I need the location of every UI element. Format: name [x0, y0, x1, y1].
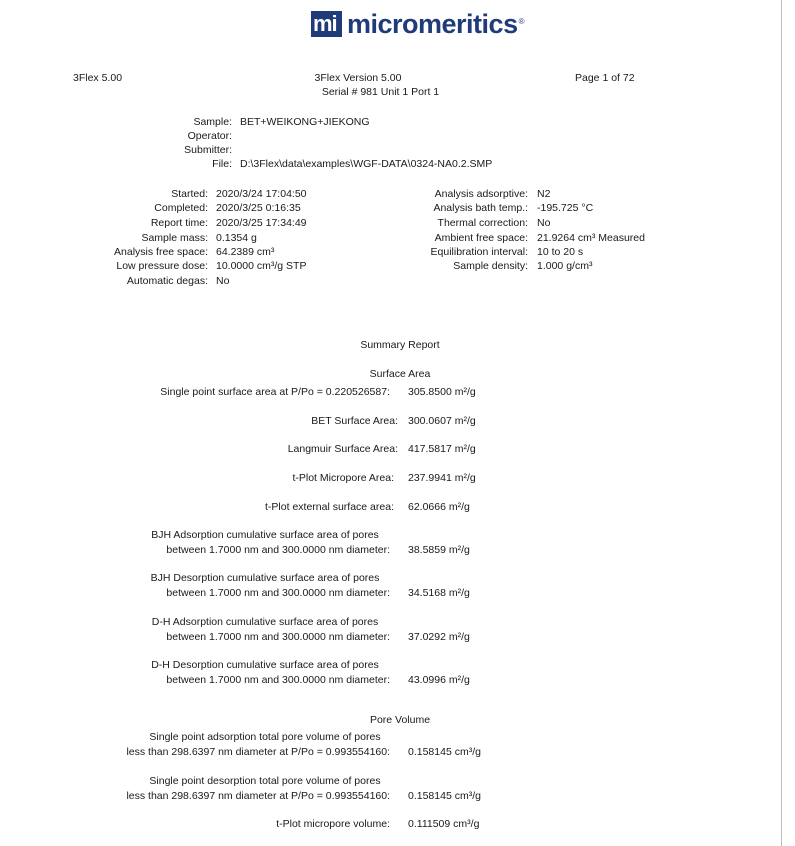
info-label: Sample mass: — [141, 232, 208, 244]
info-label: Analysis bath temp.: — [433, 202, 528, 214]
info-label: Low pressure dose: — [116, 260, 208, 272]
info-label: Sample density: — [453, 260, 528, 272]
logo-mark-icon: mi — [311, 11, 342, 37]
metric-label: less than 298.6397 nm diameter at P/Po = 0.993554160: — [126, 746, 390, 758]
metric-label: Single point surface area at P/Po = 0.220526587: — [160, 386, 390, 398]
metric-label-line1: D-H Desorption cumulative surface area of pores — [151, 659, 379, 671]
info-label: Started: — [171, 188, 208, 200]
info-value: 1.000 g/cm³ — [537, 260, 593, 272]
info-value: 21.9264 cm³ Measured — [537, 232, 645, 244]
info-value: 10.0000 cm³/g STP — [216, 260, 307, 272]
info-value: 10 to 20 s — [537, 246, 584, 258]
summary-title: Summary Report — [360, 339, 440, 351]
file-path: D:\3Flex\data\examples\WGF-DATA\0324-NA0.2.SMP — [240, 158, 493, 170]
metric-value: 237.9941 m²/g — [408, 472, 476, 484]
header-version: 3Flex Version 5.00 — [314, 72, 402, 84]
metric-value: 305.8500 m²/g — [408, 386, 476, 398]
info-label: Equilibration interval: — [430, 246, 528, 258]
metric-label: between 1.7000 nm and 300.0000 nm diameter: — [166, 674, 390, 686]
sample-label: Sample: — [193, 116, 232, 128]
metric-label: between 1.7000 nm and 300.0000 nm diameter: — [166, 544, 390, 556]
metric-value: 0.158145 cm³/g — [408, 746, 481, 758]
info-value: N2 — [537, 188, 551, 200]
operator-label: Operator: — [187, 130, 232, 142]
metric-label: t-Plot micropore volume: — [276, 818, 390, 830]
metric-value: 0.111509 cm³/g — [408, 818, 480, 830]
registered-mark: ® — [518, 17, 525, 26]
metric-value: 300.0607 m²/g — [408, 415, 476, 427]
metric-label: t-Plot Micropore Area: — [292, 472, 394, 484]
metric-value: 37.0292 m²/g — [408, 631, 470, 643]
header-serial: Serial # 981 Unit 1 Port 1 — [321, 86, 440, 98]
metric-label: BET Surface Area: — [311, 415, 398, 427]
metric-value: 34.5168 m²/g — [408, 587, 470, 599]
info-value: 2020/3/25 17:34:49 — [216, 217, 307, 229]
page-edge-divider — [781, 0, 782, 846]
info-label: Automatic degas: — [126, 275, 208, 287]
info-value: 2020/3/25 0:16:35 — [216, 202, 301, 214]
metric-label: between 1.7000 nm and 300.0000 nm diameter: — [166, 587, 390, 599]
sample-value: BET+WEIKONG+JIEKONG — [240, 116, 370, 128]
surface-area-title: Surface Area — [369, 368, 431, 380]
metric-value: 62.0666 m²/g — [408, 501, 470, 513]
info-value: -195.725 °C — [537, 202, 594, 214]
info-label: Analysis free space: — [114, 246, 208, 258]
info-value: No — [216, 275, 230, 287]
metric-value: 0.158145 cm³/g — [408, 790, 481, 802]
metric-label-line1: BJH Desorption cumulative surface area of pores — [150, 572, 380, 584]
header-page-number: Page 1 of 72 — [575, 72, 635, 84]
submitter-label: Submitter: — [184, 144, 232, 156]
info-value: 2020/3/24 17:04:50 — [216, 188, 307, 200]
metric-label: t-Plot external surface area: — [265, 501, 394, 513]
metric-label: less than 298.6397 nm diameter at P/Po = 0.993554160: — [126, 790, 390, 802]
logo-wordmark: micromeritics — [347, 8, 518, 39]
info-value: No — [537, 217, 551, 229]
metric-value: 38.5859 m²/g — [408, 544, 470, 556]
info-value: 64.2389 cm³ — [216, 246, 275, 258]
info-value: 0.1354 g — [216, 232, 257, 244]
metric-label: Langmuir Surface Area: — [287, 443, 398, 455]
metric-value: 417.5817 m²/g — [408, 443, 476, 455]
info-label: Report time: — [150, 217, 208, 229]
pore-volume-title: Pore Volume — [369, 714, 431, 726]
info-label: Completed: — [154, 202, 208, 214]
file-label: File: — [212, 158, 232, 170]
info-label: Ambient free space: — [434, 232, 528, 244]
info-label: Analysis adsorptive: — [434, 188, 528, 200]
micromeritics-logo — [311, 9, 525, 39]
metric-label-line1: Single point adsorption total pore volume of pores — [149, 731, 381, 743]
metric-label-line1: Single point desorption total pore volume of pores — [149, 775, 381, 787]
metric-label-line1: BJH Adsorption cumulative surface area of pores — [151, 529, 379, 541]
info-label: Thermal correction: — [437, 217, 528, 229]
metric-label-line1: D-H Adsorption cumulative surface area of pores — [151, 616, 379, 628]
metric-label: between 1.7000 nm and 300.0000 nm diameter: — [166, 631, 390, 643]
metric-value: 43.0996 m²/g — [408, 674, 470, 686]
header-app: 3Flex 5.00 — [73, 72, 123, 84]
